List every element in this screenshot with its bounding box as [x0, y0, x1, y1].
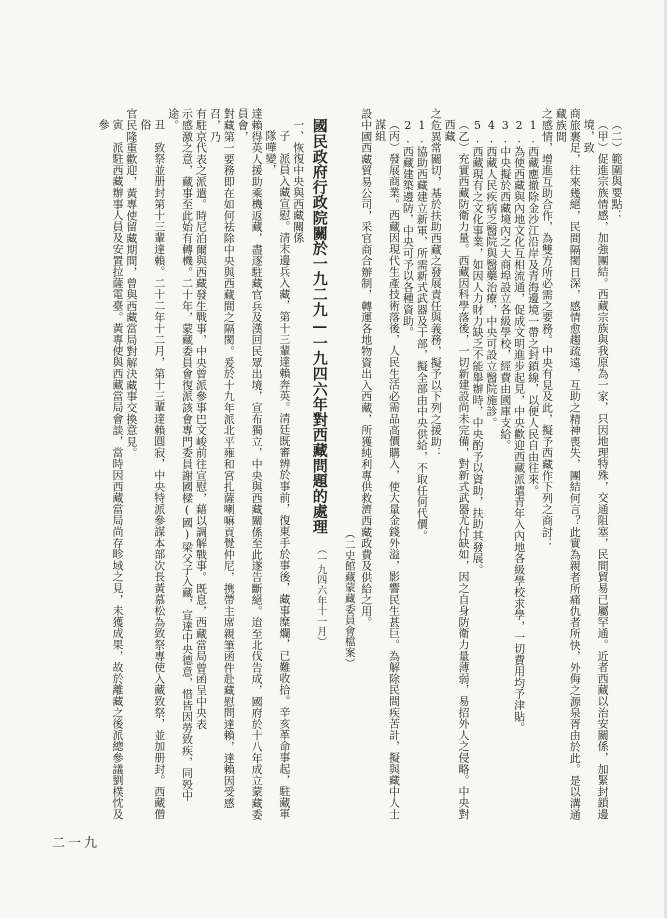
paragraph: （乙）充實西藏防衛力量。西藏因科學落後，一切新建設尚未完備，對新式武器尤付缺如，因之自身防衛力量薄弱，易招外人之侵略。中央對西藏: [443, 119, 471, 820]
document-date: （一九四六年十一月）: [314, 544, 326, 648]
body-paragraph: 達賴得英人援助乘機返藏，盡逐駐藏官兵及漢回民眾出境，宣布獨立，中央與西藏關係至此遂告斷絕。迨至北伐告成，國府於十八年成立蒙藏委員會，: [236, 108, 264, 820]
paragraph: 之感情，增進互助合作，為雙方所必需之要務。中央有見及此，擬予西藏作下列之商討：: [540, 108, 554, 549]
body-paragraph: 寅 派駐西藏辦事人員及安置拉薩電臺。黃專使與西藏當局會談，當時因西藏當局尚存畛域之見，未獲成果，故於離藏之後派總參議劉樸忱及參: [97, 119, 124, 820]
paragraph: （甲）促進宗族情感，加強團結。西藏宗族與我原為一家，只因地理特殊，交通阻塞，民間貿易已屬罕通。近者西藏以治安關係，加緊封鎖邊境，致: [582, 119, 610, 820]
body-paragraph: 子 派員入藏宣慰。清末邊兵入藏，第十三輩達賴奔英。清廷既審辨於事前，復東手於事後，藏事糜爛，已難收拾。辛亥革命事起，駐藏軍隊嘩變，: [263, 130, 291, 820]
vertical-text-block: [48, 108, 623, 823]
paragraph: 設中國西藏貿易公司，采官商合辦制，轉運各地物資出入西藏，所獲純利專供救濟西藏政費及供給之用。: [359, 108, 373, 628]
archive-source: （二史館藏蒙藏委員會檔案）: [343, 528, 356, 669]
page-number: 二一九: [52, 836, 101, 851]
document-title: [305, 108, 335, 823]
body-paragraph: 丑 致祭並册封第十三輩達賴。二十二年十二月，第十三輩達賴圓寂，中央特派參謀本部次長黃慕松為致祭專使入藏致祭，並加册封。西藏僧俗: [138, 119, 166, 820]
paragraph: 2.為使西藏與內地文化互相流通，促成文明進步起見，中央歡迎西藏派遣青年入內地各級學校求學，一切費用均予津貼。: [512, 119, 526, 734]
paragraph: 1.協助西藏建立新軍，所需新式武器及干部，擬全部由中央供給，不取任何代價。: [415, 119, 429, 542]
body-paragraph: 官民隆重歡迎，黃專使留藏期間，曾與西藏當局對解決藏事交換意見。: [124, 108, 138, 459]
paragraph: （二）範圍與要點：: [610, 119, 623, 221]
paragraph: 5.西藏現有之文化事業，如因人力財力缺乏不能舉辦時，中央酌予以資助，扶助其發展。: [470, 119, 484, 575]
body-paragraph: 示感激之意，藏事至此始有轉機。二十年，蒙藏委員會復派該會專門委員謝國樑(國)梁父子入藏，宣達中央德意，惜皆因勞致疾，同殁中途。: [166, 108, 194, 802]
paragraph: 3.中央擬於西藏境內之大商埠設立各級學校，經費由國庫支給。: [498, 119, 512, 451]
paragraph: 4.西藏人民疾病乏醫院與醫藥治療，中央可設立醫院施診。: [484, 119, 498, 429]
paragraph: 1.西藏應撤除金沙江沿岸及青海邊境一帶之封鎖線，以便人民自由往來。: [526, 119, 540, 496]
paragraph: 之危異常關切，基於扶助西藏之發展責任與義務，擬予以下列之援助：: [429, 108, 443, 459]
paragraph: （丙）發展商業。西藏因現代生產技術落後，人民生活必需品高價購入，使大量金錢外溢，影響民生甚巨。為解除民間疾苦計，擬與藏中人士謀組: [373, 119, 401, 820]
paragraph: 商旅裹足，往來幾絕，民間隔閡日深，感情愈趨疏遠，互助之精神喪失，團結何言？此實為親者所痛仇者所快，外侮之源泉胥由於此。是以溝通藏族間: [554, 108, 582, 820]
body-paragraph: 一、恢復中央與西藏關係: [291, 119, 305, 244]
paragraph: 2.西藏建築邊防，中央可予以各種資助。: [401, 119, 415, 338]
body-paragraph: 對藏第一要務即在如何祛除中央與西藏間之隔閡。爰於十九年派北平雍和宮扎薩喇嘛貢覺仲尼，携帶主席親筆函件赴藏慰問達賴，達賴因受感召，乃: [208, 108, 236, 809]
section-gap: [335, 108, 341, 823]
document-title-text: 國民政府行政院關於一九二九—一九四六年對西藏問題的處理: [310, 118, 329, 535]
body-paragraph: 有駐京代表之派遣。時尼泊爾與西藏發生戰事，中央曾派參事巴文峻前往宣慰，藉以調解戰事。既息，西藏當局曾函呈中央表: [194, 108, 208, 730]
